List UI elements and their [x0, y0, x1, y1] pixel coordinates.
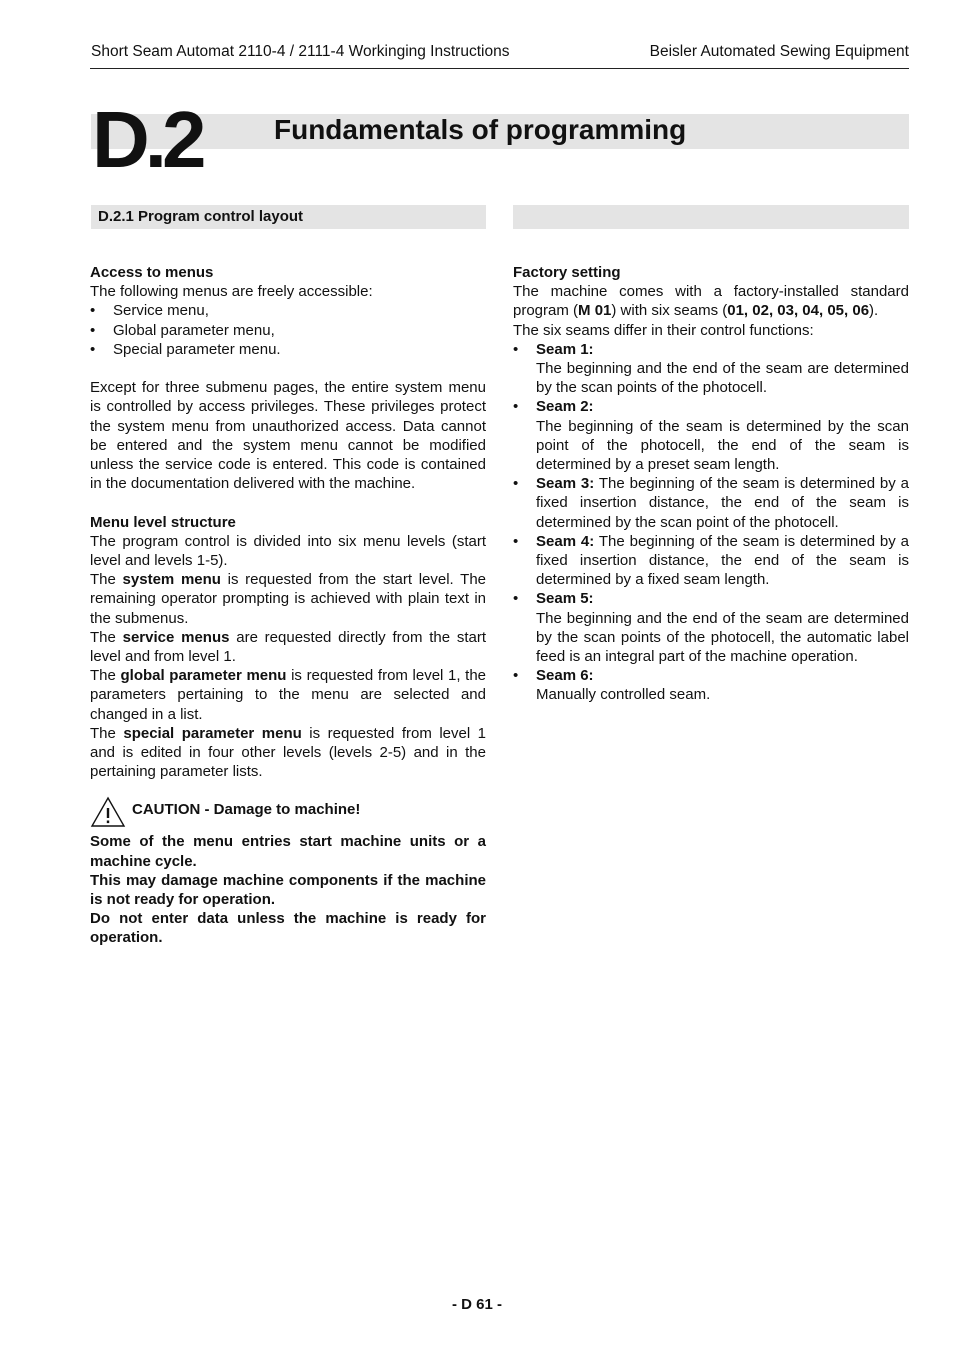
seam-item: • Seam 5: The beginning and the end of the seam are determined by the scan points of the photocell, the automatic label feed is an integral part of the machine operation. [513, 590, 909, 666]
menu-level-p1: The program control is divided into six menu levels (start level and levels 1-5). [90, 532, 486, 570]
left-column [90, 263, 486, 948]
header-left-text: Short Seam Automat 2110-4 / 2111-4 Workinging Instructions [91, 43, 510, 60]
seam-list [513, 340, 909, 705]
seam-item: • Seam 2: The beginning of the seam is determined by the scan point of the photocell, the end of the seam is determined by a preset seam length. [513, 398, 909, 474]
menu-level-p5: The special parameter menu is requested from level 1 and is edited in four other levels (levels 2-5) and in the pertaining parameter lists. [90, 724, 487, 781]
right-column [513, 263, 909, 705]
seam-item: • Seam 6: Manually controlled seam. [513, 667, 711, 704]
list-item: • Service menu, [90, 302, 209, 320]
chapter-title: Fundamentals of programming [274, 114, 687, 145]
menu-level-p2: The system menu is requested from the start level. The remaining operator prompting is achieved with plain text in the submenus. [90, 571, 486, 627]
header-rule [90, 68, 909, 69]
menu-level-p4: The global parameter menu is requested from level 1, the parameters pertaining to the menu are selected and changed in a list. [90, 667, 487, 723]
factory-intro-2: The six seams differ in their control functions: [513, 321, 814, 339]
access-heading: Access to menus [90, 264, 214, 281]
section-title: D.2.1 Program control layout [98, 208, 304, 225]
list-item: • Global parameter menu, [90, 321, 275, 339]
caution-line-2: This may damage machine components if the machine is not ready for operation. [90, 871, 486, 909]
seam-item: • Seam 3: The beginning of the seam is determined by a fixed insertion distance, the end of the seam is determined by the scan point of the photocell. [513, 475, 909, 531]
seam-item: • Seam 1: The beginning and the end of the seam are determined by the scan points of the photocell. [513, 340, 909, 397]
list-item: • Special parameter menu. [90, 340, 281, 358]
access-paragraph: Except for three submenu pages, the entire system menu is controlled by access privileges. These privileges protect the system menu from unauthorized access. Data cannot be entered and the system menu cannot be modified unless the service code is entered. This code is contained in the documentation delivered with the machine. [90, 379, 486, 493]
header-right-text: Beisler Automated Sewing Equipment [649, 43, 909, 60]
chapter-number: D.2 [92, 95, 202, 184]
factory-intro: The machine comes with a factory-installed standard program (M 01) with six seams (01, 02, 03, 04, 05, 06). [513, 283, 909, 320]
section-bar-right [513, 205, 909, 229]
caution-line-3: Do not enter data unless the machine is ready for operation. [90, 910, 486, 947]
caution-row [90, 796, 486, 832]
factory-heading: Factory setting [513, 264, 621, 281]
caution-title: CAUTION - Damage to machine! [132, 801, 361, 819]
page-number: - D 61 - [451, 1296, 502, 1313]
warning-triangle-icon [90, 796, 126, 828]
caution-line-1: Some of the menu entries start machine units or a machine cycle. [90, 833, 486, 870]
menu-level-p3: The service menus are requested directly from the start level and from level 1. [90, 628, 487, 666]
access-list [90, 301, 486, 359]
access-intro: The following menus are freely accessible: [90, 283, 373, 301]
seam-item: • Seam 4: The beginning of the seam is determined by a fixed insertion distance, the end of the seam is determined by a fixed seam length. [513, 532, 909, 589]
menu-level-heading: Menu level structure [90, 513, 236, 531]
